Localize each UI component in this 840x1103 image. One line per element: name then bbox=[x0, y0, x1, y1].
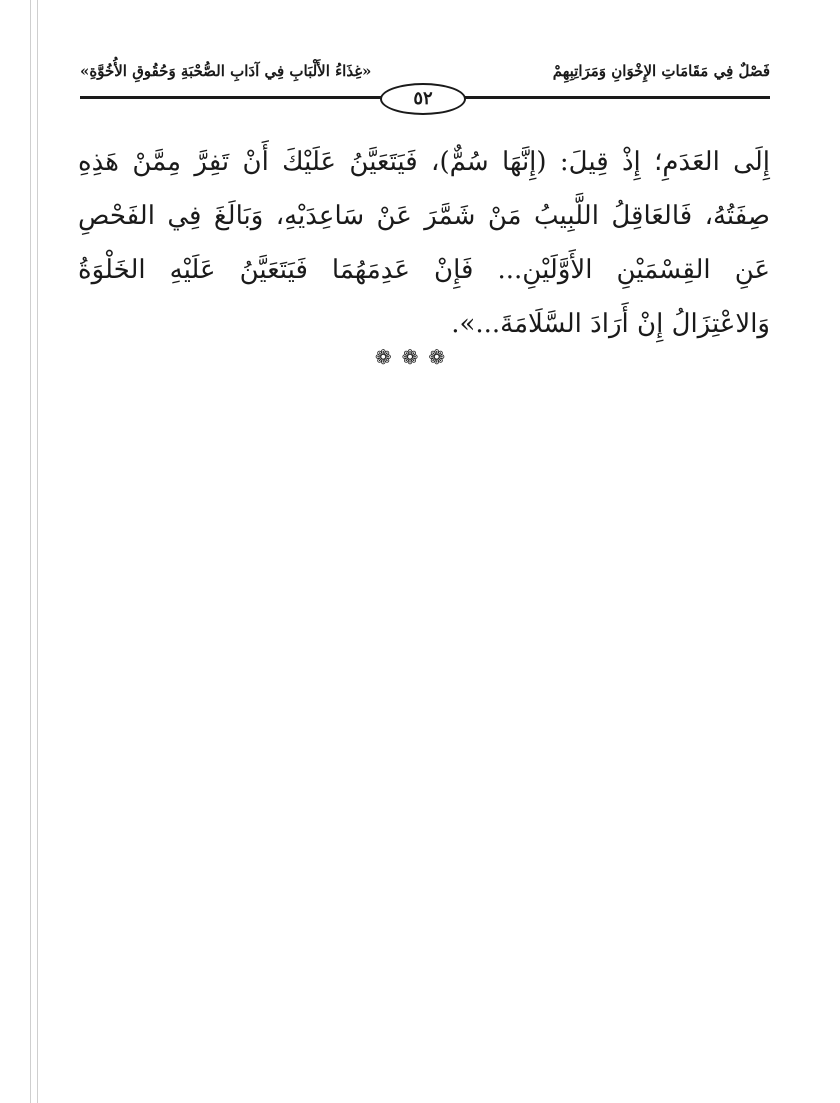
running-title-book: «غِذَاءُ الأَلْبَابِ فِي آدَابِ الصُّحْبَةِ وَحُقُوقِ الأُخُوَّةِ» bbox=[80, 62, 372, 80]
text-line: إِلَى العَدَمِ؛ إِذْ قِيلَ: (إِنَّهَا سُمٌّ)، فَيَتَعَيَّنُ عَلَيْكَ أَنْ تَفِرَّ مِمَّنْ هَذِهِ bbox=[78, 147, 770, 177]
text-line: صِفَتُهُ، فَالعَاقِلُ اللَّبِيبُ مَنْ شَمَّرَ عَنْ سَاعِدَيْهِ، وَبَالَغَ فِي الفَحْصِ bbox=[78, 201, 770, 231]
running-title-chapter: فَصْلٌ فِي مَقَامَاتِ الإِخْوَانِ وَمَرَاتِبِهِمْ bbox=[552, 62, 770, 80]
page-edge-line bbox=[30, 0, 31, 1103]
section-end-ornament: ❁❁❁ bbox=[374, 345, 456, 369]
page-number: ٥٢ bbox=[380, 83, 466, 115]
page-header bbox=[80, 58, 770, 109]
text-line: وَالاعْتِزَالُ إِنْ أَرَادَ السَّلَامَةَ...». bbox=[451, 309, 770, 339]
body-text bbox=[78, 135, 770, 351]
page-edge-line bbox=[37, 0, 38, 1103]
text-line: عَنِ القِسْمَيْنِ الأَوَّلَيْنِ... فَإِنْ عَدِمَهُمَا فَيَتَعَيَّنُ عَلَيْهِ الخَلْوَةُ bbox=[78, 255, 770, 285]
